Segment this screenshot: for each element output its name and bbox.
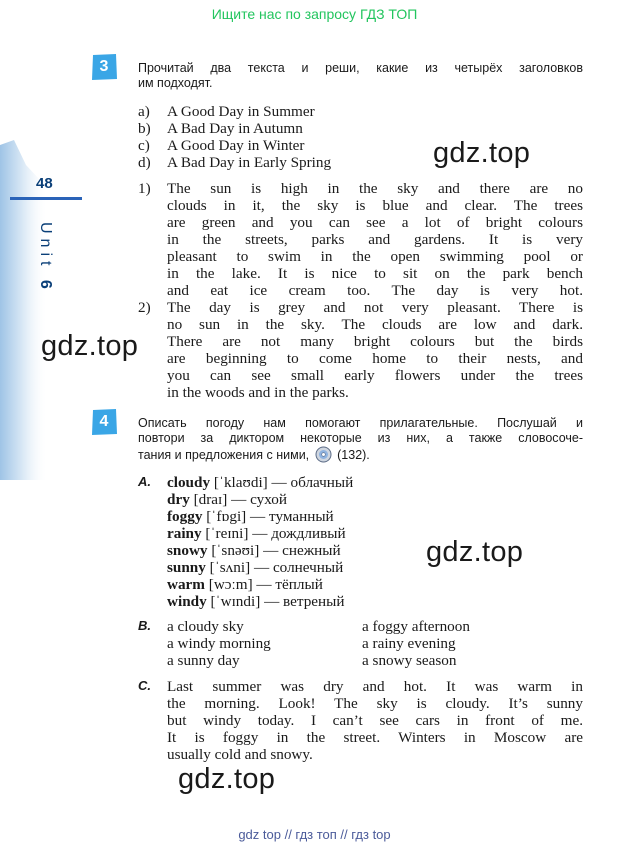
text-1-line: pleasant to swim in the open swimming pool or	[167, 248, 583, 265]
vocab-word: snowy	[167, 542, 208, 559]
vocab-word: cloudy	[167, 474, 211, 491]
text-1-line: and eat ice cream too. The day is very hot.	[167, 282, 583, 299]
exercise-4-number: 4	[99, 413, 109, 430]
section-c-label: C.	[138, 678, 151, 693]
exercise-4-instruction-line-1: Описать погоду нам помогают прилагательные. Послушай и	[138, 416, 583, 430]
exercise-3-number: 3	[99, 58, 109, 75]
audio-track-number: (132).	[337, 448, 370, 462]
phrase-right: a snowy season	[362, 652, 457, 669]
vocab-word: sunny	[167, 559, 206, 576]
exercise-3-instruction-line-2: им подходят.	[138, 76, 213, 90]
phrase-left: a windy morning	[167, 635, 271, 652]
section-b-label: B.	[138, 618, 151, 633]
phrase-right: a rainy evening	[362, 635, 456, 652]
vocab-word: warm	[167, 576, 205, 593]
option-b	[138, 120, 303, 137]
vocab-row	[167, 508, 334, 525]
text-2-line: in the woods and in the parks.	[167, 384, 349, 401]
vocab-dash: —	[256, 576, 272, 593]
top-banner[interactable]: Ищите нас по запросу ГДЗ ТОП	[211, 6, 418, 22]
vocab-translation: туманный	[269, 508, 334, 525]
vocab-row	[167, 542, 341, 559]
vocab-ipa: [wɔːm]	[208, 576, 253, 593]
vocab-word: foggy	[167, 508, 203, 525]
text-1-line: The sun is high in the sky and there are no	[167, 180, 583, 197]
text-2-line: you can see small early flowers under the trees	[167, 367, 583, 384]
page-number-rule	[10, 197, 82, 200]
option-a	[138, 103, 315, 120]
option-d	[138, 154, 331, 171]
vocab-word: rainy	[167, 525, 202, 542]
text-1-line: in the lake. It is nice to sit on the park bench	[167, 265, 583, 282]
vocab-row	[167, 559, 343, 576]
vocab-translation: дождливый	[271, 525, 346, 542]
sentence-line: the morning. Look! The sky is cloudy. It’s sunny	[167, 695, 583, 712]
option-text: A Bad Day in Autumn	[167, 120, 303, 137]
instruction-text: тания и предложения с ними,	[138, 448, 310, 462]
vocab-row	[167, 525, 346, 542]
unit-label	[36, 222, 54, 294]
option-text: A Good Day in Summer	[167, 103, 315, 120]
vocab-row	[167, 576, 323, 593]
text-1-mark: 1)	[138, 180, 151, 197]
watermark: gdz.top	[433, 137, 531, 169]
vocab-word: windy	[167, 593, 207, 610]
sentence-line: It is foggy in the street. Winters in Moscow are	[167, 729, 583, 746]
option-mark: c)	[138, 137, 150, 154]
vocab-translation: сухой	[250, 491, 287, 508]
vocab-ipa: [ˈfɒgi]	[206, 508, 247, 525]
text-2-line: The day is grey and not very pleasant. There is	[167, 299, 583, 316]
option-c	[138, 137, 304, 154]
exercise-4-badge	[90, 408, 118, 436]
vocab-translation: облачный	[290, 474, 354, 491]
text-2-line: no sun in the sky. The clouds are low and dark.	[167, 316, 583, 333]
vocab-dash: —	[250, 508, 266, 525]
vocab-dash: —	[252, 525, 268, 542]
section-a-label: A.	[138, 474, 151, 489]
text-2-line: There are not many bright colours but the birds	[167, 333, 583, 350]
vocab-ipa: [draɪ]	[193, 491, 228, 508]
vocab-translation: снежный	[282, 542, 341, 559]
text-1-line: are green and you can see a lot of bright colours	[167, 214, 583, 231]
vocab-ipa: [ˈreɪni]	[205, 525, 249, 542]
bottom-banner[interactable]: gdz top // гдз топ // гдз top	[238, 827, 391, 842]
vocab-dash: —	[231, 491, 247, 508]
vocab-row	[167, 474, 353, 491]
vocab-dash: —	[263, 542, 279, 559]
vocab-translation: солнечный	[272, 559, 344, 576]
watermark: gdz.top	[41, 330, 139, 362]
watermark: gdz.top	[178, 763, 276, 795]
vocab-word: dry	[167, 491, 190, 508]
text-2-line: are beginning to come home to their nests, and	[167, 350, 583, 367]
watermark: gdz.top	[426, 536, 524, 568]
phrase-left: a sunny day	[167, 652, 240, 669]
option-text: A Bad Day in Early Spring	[167, 154, 332, 171]
exercise-3-instruction-line-1: Прочитай два текста и реши, какие из четырёх заголовков	[138, 61, 583, 75]
text-2-mark: 2)	[138, 299, 151, 316]
vocab-ipa: [ˈwɪndi]	[210, 593, 261, 610]
exercise-3-badge	[90, 53, 118, 81]
vocab-translation: тёплый	[275, 576, 323, 593]
exercise-4-instruction-line-3	[138, 446, 370, 463]
vocab-dash: —	[271, 474, 287, 491]
unit-word: Unit	[37, 222, 54, 271]
text-1-line: clouds in it, the sky is blue and clear. The trees	[167, 197, 583, 214]
vocab-translation: ветреный	[283, 593, 345, 610]
vocab-row	[167, 491, 287, 508]
sentence-line: Last summer was dry and hot. It was warm in	[167, 678, 583, 695]
phrase-right: a foggy afternoon	[362, 618, 470, 635]
option-text: A Good Day in Winter	[167, 137, 305, 154]
option-mark: b)	[138, 120, 151, 137]
vocab-ipa: [ˈsnəʊi]	[211, 542, 260, 559]
exercise-4-instruction-line-2: повтори за диктором некоторые из них, а также словосоче-	[138, 431, 583, 445]
text-1-line: in the streets, parks and gardens. It is very	[167, 231, 583, 248]
vocab-ipa: [ˈsʌni]	[209, 559, 251, 576]
vocab-dash: —	[253, 559, 270, 576]
option-mark: d)	[138, 154, 151, 171]
option-mark: a)	[138, 103, 150, 120]
unit-number: 6	[37, 279, 54, 294]
sentence-line: but windy today. I can’t see cars in front of me.	[167, 712, 583, 729]
vocab-dash: —	[264, 593, 280, 610]
vocab-row	[167, 593, 345, 610]
audio-cd-icon[interactable]	[315, 446, 332, 463]
phrase-left: a cloudy sky	[167, 618, 244, 635]
sentence-line: usually cold and snowy.	[167, 746, 313, 763]
vocab-ipa: [ˈklaʊdi]	[213, 474, 268, 491]
page-number: 48	[36, 175, 53, 192]
